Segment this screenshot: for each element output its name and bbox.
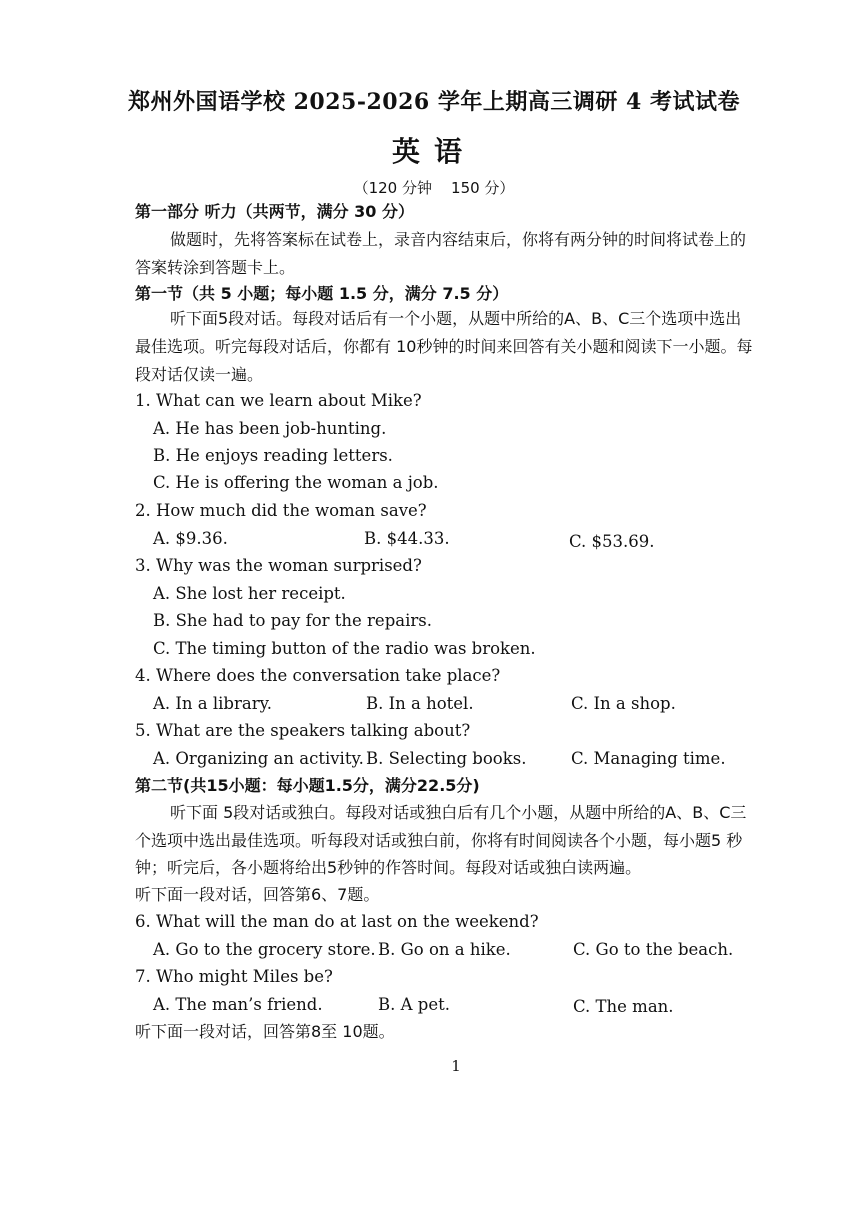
section2-heading: 第二节(共15小题：每小题1.5分，满分22.5分)	[135, 776, 480, 795]
option-c: C. $53.69.	[569, 532, 655, 551]
section1-instruction-line3: 段对话仅读一遍。	[135, 365, 264, 384]
option-b: B. He enjoys reading letters.	[153, 446, 393, 465]
section2-instruction-line3: 钟；听完后，各小题将给出5秒钟的作答时间。每段对话或独白读两遍。	[135, 858, 642, 877]
question-stem: 4. Where does the conversation take place?	[135, 666, 501, 685]
option-c: C. He is offering the woman a job.	[153, 473, 439, 492]
exam-time-info: （120 分钟 150 分）	[353, 179, 515, 197]
question-stem: 1. What can we learn about Mike?	[135, 391, 422, 410]
dialog-intro: 听下面一段对话，回答第6、7题。	[135, 885, 380, 904]
page-number: 1	[451, 1057, 461, 1075]
option-c: C. The timing button of the radio was broken.	[153, 639, 536, 658]
option-c: C. Go to the beach.	[573, 940, 734, 959]
exam-subject: 英语	[391, 135, 476, 168]
question-stem: 7. Who might Miles be?	[135, 967, 333, 986]
question-stem: 3. Why was the woman surprised?	[135, 556, 422, 575]
option-b: B. In a hotel.	[366, 694, 474, 713]
option-b: B. Selecting books.	[366, 749, 527, 768]
option-a: A. Organizing an activity.	[153, 749, 364, 768]
option-a: A. She lost her receipt.	[153, 584, 346, 603]
question-stem: 2. How much did the woman save?	[135, 501, 427, 520]
option-a: A. Go to the grocery store.	[153, 940, 376, 959]
section2-instruction-line1: 听下面 5段对话或独白。每段对话或独白后有几个小题，从题中所给的A、B、C三	[170, 803, 747, 822]
option-c: C. In a shop.	[571, 694, 676, 713]
option-b: B. Go on a hike.	[378, 940, 511, 959]
option-c: C. Managing time.	[571, 749, 726, 768]
option-a: A. He has been job-hunting.	[153, 419, 387, 438]
question-stem: 6. What will the man do at last on the weekend?	[135, 912, 539, 931]
option-a: A. The man’s friend.	[153, 995, 323, 1014]
part1-instruction-line2: 答案转涂到答题卡上。	[135, 258, 296, 277]
section1-instruction-line1: 听下面5段对话。每段对话后有一个小题，从题中所给的A、B、C三个选项中选出	[170, 309, 742, 328]
part1-instruction-line1: 做题时，先将答案标在试卷上，录音内容结束后，你将有两分钟的时间将试卷上的	[170, 230, 747, 249]
question-stem: 5. What are the speakers talking about?	[135, 721, 471, 740]
section1-heading: 第一节（共 5 小题；每小题 1.5 分，满分 7.5 分）	[135, 284, 509, 303]
dialog-intro: 听下面一段对话，回答第8至 10题。	[135, 1022, 395, 1041]
option-b: B. A pet.	[378, 995, 450, 1014]
option-b: B. $44.33.	[364, 529, 450, 548]
section1-instruction-line2: 最佳选项。听完每段对话后，你都有 10秒钟的时间来回答有关小题和阅读下一小题。每	[135, 337, 753, 356]
section2-instruction-line2: 个选项中选出最佳选项。听每段对话或独白前，你将有时间阅读各个小题，每小题5 秒	[135, 831, 743, 850]
option-a: A. In a library.	[153, 694, 272, 713]
option-b: B. She had to pay for the repairs.	[153, 611, 432, 630]
option-a: A. $9.36.	[153, 529, 228, 548]
option-c: C. The man.	[573, 997, 674, 1016]
exam-title: 郑州外国语学校 2025-2026 学年上期高三调研 4 考试试卷	[127, 89, 741, 115]
part1-heading: 第一部分 听力（共两节，满分 30 分）	[135, 202, 414, 221]
